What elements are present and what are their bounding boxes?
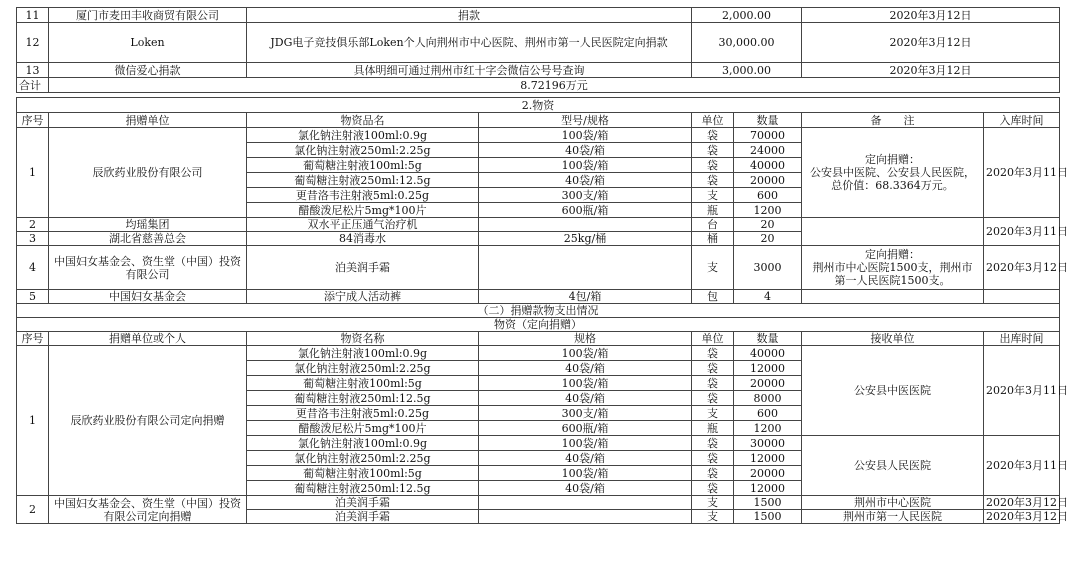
row-no: 1 (17, 128, 49, 218)
item-name: 葡萄糖注射液100ml:5g (247, 376, 479, 391)
donation-item: 具体明细可通过荆州市红十字会微信公号号查询 (247, 63, 692, 78)
row-no: 13 (17, 63, 49, 78)
date-cell: 2020年3月12日 (984, 246, 1060, 290)
item-unit: 袋 (692, 466, 734, 481)
header-cell: 物资名称 (247, 332, 479, 346)
item-unit: 支 (692, 188, 734, 203)
item-qty: 20000 (734, 173, 802, 188)
header-cell: 数量 (734, 332, 802, 346)
note-cell: 定向捐赠： 公安县中医院、公安县人民医院，总价值：68.3364万元。 (802, 128, 984, 218)
item-unit: 袋 (692, 143, 734, 158)
header-cell: 单位 (692, 113, 734, 128)
row-no: 11 (17, 8, 49, 23)
donation-date: 2020年3月12日 (802, 8, 1060, 23)
donor-name: 均瑶集团 (49, 218, 247, 232)
donation-amount: 2,000.00 (692, 8, 802, 23)
item-spec: 40袋/箱 (479, 481, 692, 496)
item-spec: 100袋/箱 (479, 376, 692, 391)
row-no: 1 (17, 346, 49, 496)
receiver-cell: 公安县中医医院 (802, 346, 984, 436)
header-cell: 型号/规格 (479, 113, 692, 128)
item-name: 醋酸泼尼松片5mg*100片 (247, 421, 479, 436)
item-name: 更昔洛韦注射液5ml:0.25g (247, 188, 479, 203)
item-qty: 4 (734, 290, 802, 304)
item-qty: 20000 (734, 466, 802, 481)
item-name: 氯化钠注射液250ml:2.25g (247, 361, 479, 376)
donor-name: 中国妇女基金会 (49, 290, 247, 304)
donor-name: 湖北省慈善总会 (49, 232, 247, 246)
section-subtitle: 物资（定向捐赠） (17, 318, 1060, 332)
header-cell: 捐赠单位 (49, 113, 247, 128)
item-spec: 40袋/箱 (479, 361, 692, 376)
donation-date: 2020年3月12日 (802, 63, 1060, 78)
header-cell: 捐赠单位或个人 (49, 332, 247, 346)
item-qty: 12000 (734, 361, 802, 376)
header-row (17, 113, 1060, 128)
item-unit: 袋 (692, 436, 734, 451)
receiver-cell: 荆州市第一人民医院 (802, 510, 984, 524)
item-qty: 3000 (734, 246, 802, 290)
header-cell: 备 注 (802, 113, 984, 128)
item-spec (479, 218, 692, 232)
table-row (17, 346, 1060, 361)
header-cell: 序号 (17, 332, 49, 346)
item-spec (479, 496, 692, 510)
item-name: 泊美润手霜 (247, 246, 479, 290)
item-spec: 40袋/箱 (479, 451, 692, 466)
item-name: 添宁成人活动裤 (247, 290, 479, 304)
item-qty: 40000 (734, 158, 802, 173)
donor-name: 中国妇女基金会、资生堂（中国）投资有限公司 (49, 246, 247, 290)
table-row (17, 8, 1060, 23)
row-no: 2 (17, 218, 49, 232)
table-row (17, 218, 1060, 232)
date-cell: 2020年3月12日 (984, 510, 1060, 524)
total-row (17, 78, 1060, 93)
header-cell: 入库时间 (984, 113, 1060, 128)
item-spec (479, 246, 692, 290)
item-qty: 20 (734, 218, 802, 232)
item-unit: 袋 (692, 128, 734, 143)
total-value: 8.72196万元 (49, 78, 1060, 93)
item-unit: 支 (692, 496, 734, 510)
item-unit: 支 (692, 406, 734, 421)
item-qty: 70000 (734, 128, 802, 143)
donation-item: 捐款 (247, 8, 692, 23)
item-qty: 1200 (734, 203, 802, 218)
header-cell: 序号 (17, 113, 49, 128)
item-spec: 40袋/箱 (479, 391, 692, 406)
row-no: 2 (17, 496, 49, 524)
table-row (17, 246, 1060, 290)
item-name: 葡萄糖注射液100ml:5g (247, 466, 479, 481)
item-unit: 袋 (692, 481, 734, 496)
donor-name: 微信爱心捐款 (49, 63, 247, 78)
header-cell: 出库时间 (984, 332, 1060, 346)
item-unit: 包 (692, 290, 734, 304)
item-spec: 100袋/箱 (479, 436, 692, 451)
item-qty: 1500 (734, 496, 802, 510)
receiver-cell: 公安县人民医院 (802, 436, 984, 496)
row-no: 12 (17, 23, 49, 63)
receiver-cell: 荆州市中心医院 (802, 496, 984, 510)
section-title: （二）捐赠款物支出情况 (17, 304, 1060, 318)
item-qty: 1200 (734, 421, 802, 436)
note-cell (802, 290, 984, 304)
item-name: 葡萄糖注射液100ml:5g (247, 158, 479, 173)
item-qty: 1500 (734, 510, 802, 524)
header-cell: 接收单位 (802, 332, 984, 346)
item-spec: 4包/箱 (479, 290, 692, 304)
item-qty: 12000 (734, 451, 802, 466)
item-qty: 24000 (734, 143, 802, 158)
item-name: 氯化钠注射液100ml:0.9g (247, 128, 479, 143)
cash-donation-table (16, 7, 1060, 93)
item-name: 泊美润手霜 (247, 510, 479, 524)
section-title-row (17, 304, 1060, 318)
header-row (17, 332, 1060, 346)
item-spec: 600瓶/箱 (479, 203, 692, 218)
item-name: 葡萄糖注射液250ml:12.5g (247, 173, 479, 188)
item-unit: 支 (692, 510, 734, 524)
materials-table (16, 97, 1068, 524)
item-spec: 600瓶/箱 (479, 421, 692, 436)
donor-name: 中国妇女基金会、资生堂（中国）投资有限公司定向捐赠 (49, 496, 247, 524)
item-unit: 袋 (692, 391, 734, 406)
item-qty: 600 (734, 188, 802, 203)
section-subtitle-row (17, 318, 1060, 332)
item-unit: 袋 (692, 346, 734, 361)
total-label: 合计 (17, 78, 49, 93)
item-spec: 300支/箱 (479, 406, 692, 421)
date-cell: 2020年3月11日 (984, 436, 1060, 496)
item-name: 84消毒水 (247, 232, 479, 246)
table-row (17, 290, 1060, 304)
header-cell: 数量 (734, 113, 802, 128)
item-name: 醋酸泼尼松片5mg*100片 (247, 203, 479, 218)
row-no: 4 (17, 246, 49, 290)
date-cell: 2020年3月11日 (984, 128, 1060, 218)
item-spec: 100袋/箱 (479, 466, 692, 481)
item-qty: 12000 (734, 481, 802, 496)
item-name: 更昔洛韦注射液5ml:0.25g (247, 406, 479, 421)
item-spec: 100袋/箱 (479, 158, 692, 173)
note-cell: 定向捐赠： 荆州市中心医院1500支，荆州市第一人民医院1500支。 (802, 246, 984, 290)
table-row (17, 128, 1060, 143)
item-spec: 40袋/箱 (479, 143, 692, 158)
row-no: 3 (17, 232, 49, 246)
header-cell: 单位 (692, 332, 734, 346)
item-spec: 25kg/桶 (479, 232, 692, 246)
item-name: 葡萄糖注射液250ml:12.5g (247, 391, 479, 406)
date-cell (984, 290, 1060, 304)
item-name: 葡萄糖注射液250ml:12.5g (247, 481, 479, 496)
item-spec: 100袋/箱 (479, 346, 692, 361)
item-qty: 20000 (734, 376, 802, 391)
donor-name: Loken (49, 23, 247, 63)
item-name: 氯化钠注射液100ml:0.9g (247, 436, 479, 451)
item-qty: 20 (734, 232, 802, 246)
item-unit: 桶 (692, 232, 734, 246)
donation-amount: 30,000.00 (692, 23, 802, 63)
donor-name: 厦门市麦田丰收商贸有限公司 (49, 8, 247, 23)
item-unit: 袋 (692, 376, 734, 391)
date-cell: 2020年3月12日 (984, 496, 1060, 510)
section-title: 2.物资 (17, 98, 1060, 113)
row-no: 5 (17, 290, 49, 304)
donation-amount: 3,000.00 (692, 63, 802, 78)
item-spec: 100袋/箱 (479, 128, 692, 143)
donor-name: 辰欣药业股份有限公司 (49, 128, 247, 218)
header-cell: 物资品名 (247, 113, 479, 128)
item-spec: 40袋/箱 (479, 173, 692, 188)
item-name: 双水平正压通气治疗机 (247, 218, 479, 232)
item-unit: 瓶 (692, 203, 734, 218)
donation-date: 2020年3月12日 (802, 23, 1060, 63)
date-cell: 2020年3月11日 (984, 346, 1060, 436)
item-unit: 袋 (692, 451, 734, 466)
item-qty: 600 (734, 406, 802, 421)
item-qty: 30000 (734, 436, 802, 451)
table-row (17, 63, 1060, 78)
date-cell: 2020年3月11日 (984, 218, 1060, 246)
item-unit: 台 (692, 218, 734, 232)
item-spec: 300支/箱 (479, 188, 692, 203)
note-cell (802, 218, 984, 246)
item-unit: 支 (692, 246, 734, 290)
table-row (17, 23, 1060, 63)
item-name: 泊美润手霜 (247, 496, 479, 510)
item-name: 氯化钠注射液100ml:0.9g (247, 346, 479, 361)
section-title-row (17, 98, 1060, 113)
item-qty: 40000 (734, 346, 802, 361)
donor-name: 辰欣药业股份有限公司定向捐赠 (49, 346, 247, 496)
table-row (17, 496, 1060, 510)
item-unit: 袋 (692, 361, 734, 376)
item-qty: 8000 (734, 391, 802, 406)
item-unit: 袋 (692, 173, 734, 188)
item-name: 氯化钠注射液250ml:2.25g (247, 143, 479, 158)
item-name: 氯化钠注射液250ml:2.25g (247, 451, 479, 466)
item-unit: 袋 (692, 158, 734, 173)
header-cell: 规格 (479, 332, 692, 346)
item-unit: 瓶 (692, 421, 734, 436)
item-spec (479, 510, 692, 524)
donation-item: JDG电子竞技俱乐部Loken个人向荆州市中心医院、荆州市第一人民医院定向捐款 (247, 23, 692, 63)
